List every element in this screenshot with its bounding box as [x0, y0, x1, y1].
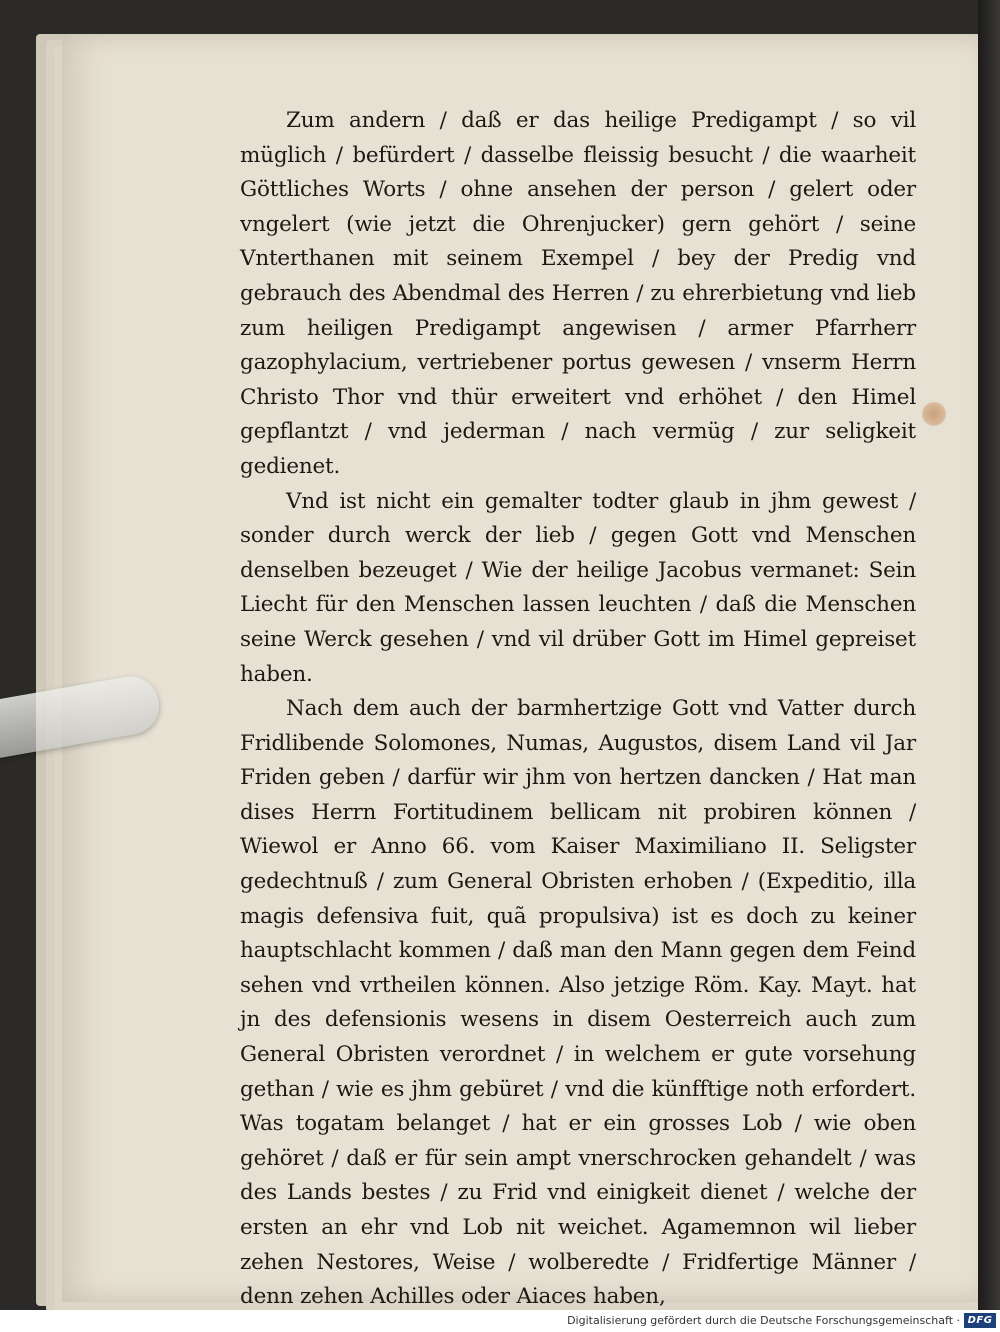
dfg-logo: DFG [964, 1313, 996, 1328]
footer-bar [0, 1310, 1000, 1332]
paragraph-3: Nach dem auch der barmhertzige Gott vnd Vatter durch Fridlibende Solomones, Numas, Augustos, disem Land vil Jar Friden geben / darfür wir jhm von hertzen dancken / Hat man dises Herrn Fortitudinem bellicam nit probiren können / Wiewol er Anno 66. vom Kaiser Maximiliano II. Seligster gedechtnuß / zum General Obristen erhoben / (Expeditio, illa magis defensiva fuit, quã propulsiva) ist es doch zu keiner hauptschlacht kommen / daß man den Mann gegen dem Feind sehen vnd vrtheilen können. Also jetzige Röm. Kay. Mayt. hat jn des defensionis wesens in disem Oesterreich auch zum General Obristen verordnet / in welchem er gute vorsehung gethan / wie es jhm gebüret / vnd die künfftige noth erfordert. Was togatam belanget / hat er ein grosses Lob / wie oben gehöret / daß er für sein ampt vnerschrocken gehandelt / was des Lands bestes / zu Frid vnd einigkeit dienet / welche der ersten an ehr vnd Lob nit weichet. Agamemnon wil lieber zehen Nestores, Weise / wolberedte / Fridfertige Männer / denn zehen Achilles oder Aiaces haben, [240, 696, 916, 1310]
page-stain [922, 402, 946, 426]
page-text [240, 104, 916, 1310]
paragraph-1: Zum andern / daß er das heilige Predigampt / so vil müglich / befürdert / dasselbe fleissig besucht / die waarheit Göttliches Worts / ohne ansehen der person / gelert oder vngelert (wie jetzt die Ohrenjucker) gern gehört / seine Vnterthanen mit seinem Exempel / bey der Predig vnd gebrauch des Abendmal des Herren / zu ehrerbietung vnd lieb zum heiligen Predigampt angewisen / armer Pfarrherr gazophylacium, vertriebener portus gewesen / vnserm Herrn Christo Thor vnd thür erweitert vnd erhöhet / den Himel gepflantzt / vnd jederman / nach vermüg / zur seligkeit gedienet. [240, 108, 916, 479]
funding-credit: Digitalisierung gefördert durch die Deutsche Forschungsgemeinschaft · [567, 1314, 960, 1327]
paragraph-2: Vnd ist nicht ein gemalter todter glaub in jhm gewest / sonder durch werck der lieb / gegen Gott vnd Menschen denselben bezeuget / Wie der heilige Jacobus vermanet: Sein Liecht für den Menschen lassen leuchten / daß die Menschen seine Werck gesehen / vnd vil drüber Gott im Himel gepreiset haben. [240, 488, 916, 687]
book-cover-edge [978, 0, 1000, 1310]
